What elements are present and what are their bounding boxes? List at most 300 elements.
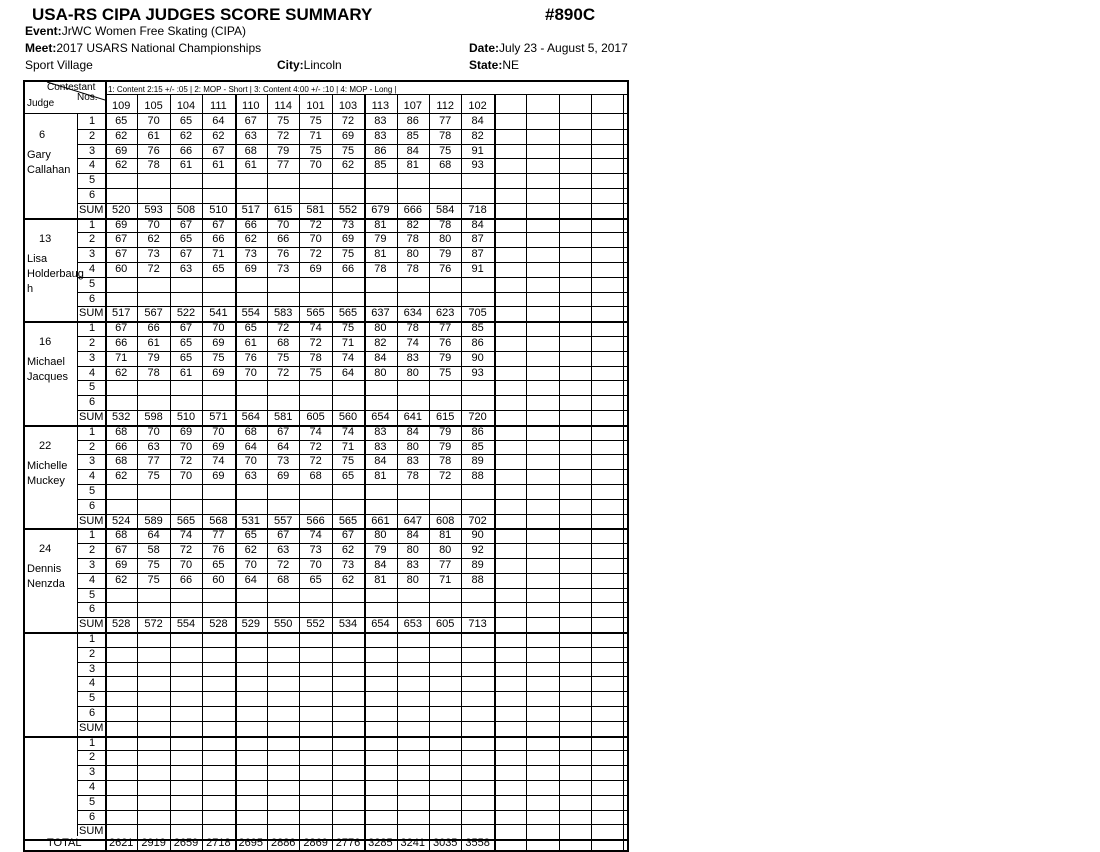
score-cell: 62 [341, 573, 355, 586]
score-cell: 77 [439, 559, 452, 571]
score-cell: 70 [244, 455, 257, 468]
sum-cell: 705 [468, 307, 487, 320]
score-cell: 64 [341, 366, 355, 379]
sum-cell: 581 [274, 411, 293, 423]
judge-number: 16 [39, 336, 52, 349]
row-number: 6 [89, 707, 96, 719]
row-number: 5 [89, 485, 96, 497]
score-cell: 64 [244, 440, 257, 453]
score-cell: 64 [244, 573, 257, 586]
row-line [77, 380, 627, 381]
sum-cell: 532 [112, 411, 131, 423]
score-cell: 84 [471, 115, 484, 127]
total-cell: 2621 [108, 837, 134, 849]
score-cell: 70 [309, 233, 322, 246]
score-cell: 78 [406, 322, 419, 335]
sum-cell: 510 [209, 203, 228, 216]
score-cell: 69 [115, 218, 128, 231]
row-line [77, 277, 627, 278]
legend-divider [105, 94, 627, 95]
sum-label: SUM [79, 721, 104, 734]
score-cell: 83 [406, 351, 419, 364]
judge-name-line: Callahan [27, 164, 71, 176]
row-number: 1 [89, 322, 96, 335]
row-line [77, 173, 627, 174]
sum-cell: 552 [338, 203, 358, 216]
score-cell: 67 [115, 233, 128, 246]
score-cell: 89 [471, 455, 484, 468]
score-cell: 62 [212, 129, 225, 142]
row-number: 4 [89, 470, 96, 483]
score-cell: 73 [277, 263, 290, 275]
score-cell: 62 [244, 233, 257, 246]
contestant-number: 103 [338, 100, 358, 112]
row-line [77, 588, 627, 589]
sum-cell: 623 [436, 307, 455, 320]
row-number: 3 [89, 248, 96, 261]
row-line [77, 292, 627, 293]
score-cell: 66 [212, 233, 225, 246]
sum-cell: 565 [176, 514, 196, 527]
score-cell: 77 [147, 455, 160, 468]
score-cell: 80 [439, 233, 452, 246]
score-cell: 79 [439, 248, 452, 261]
row-number: 6 [89, 292, 96, 305]
score-cell: 87 [471, 233, 484, 246]
score-cell: 74 [406, 337, 419, 349]
score-cell: 68 [244, 144, 257, 157]
total-cell: 3035 [432, 837, 458, 849]
contestant-number: 110 [242, 100, 260, 112]
row-number: 5 [89, 692, 96, 705]
score-cell: 67 [212, 218, 225, 231]
score-cell: 69 [277, 470, 290, 483]
row-number: 2 [89, 647, 96, 660]
row-line [77, 824, 627, 825]
score-cell: 58 [147, 544, 160, 557]
score-cell: 69 [179, 425, 193, 438]
score-cell: 81 [439, 529, 452, 542]
score-cell: 81 [374, 218, 387, 231]
row-number: 4 [89, 781, 96, 793]
score-cell: 85 [471, 440, 484, 453]
judge-name-line: Holderbaug [27, 267, 84, 280]
contestant-label: Contestant [47, 82, 96, 93]
score-cell: 72 [179, 455, 193, 468]
score-cell: 65 [212, 263, 225, 275]
sum-cell: 583 [274, 307, 293, 320]
judge-number: 13 [39, 232, 52, 245]
score-cell: 66 [115, 337, 128, 349]
sum-cell: 615 [274, 203, 293, 216]
score-cell: 70 [244, 366, 257, 379]
score-cell: 90 [471, 529, 484, 542]
sum-cell: 605 [306, 411, 325, 423]
score-cell: 65 [179, 233, 193, 246]
score-cell: 75 [341, 248, 355, 261]
score-cell: 65 [179, 337, 193, 349]
judge-column-divider [77, 114, 78, 836]
score-cell: 67 [212, 144, 225, 157]
score-cell: 70 [147, 425, 160, 438]
score-cell: 83 [406, 559, 419, 571]
score-cell: 76 [212, 544, 225, 557]
score-cell: 88 [471, 573, 484, 586]
score-cell: 68 [115, 425, 128, 438]
score-cell: 72 [309, 218, 322, 231]
row-number: 4 [89, 159, 96, 172]
sum-cell: 679 [371, 203, 390, 216]
row-number: 3 [89, 662, 96, 675]
score-cell: 80 [406, 366, 419, 379]
score-cell: 67 [341, 529, 355, 542]
score-cell: 72 [277, 322, 290, 335]
score-cell: 77 [439, 322, 452, 335]
score-cell: 82 [406, 218, 419, 231]
score-cell: 62 [147, 233, 160, 246]
row-number: 2 [89, 544, 96, 557]
score-cell: 63 [147, 440, 160, 453]
sum-cell: 522 [176, 307, 196, 320]
score-cell: 81 [374, 573, 387, 586]
sum-cell: 598 [144, 411, 163, 423]
score-cell: 69 [212, 440, 225, 453]
score-cell: 86 [471, 337, 484, 349]
row-number: 6 [89, 189, 96, 201]
sum-cell: 589 [144, 514, 163, 527]
score-cell: 78 [406, 233, 419, 246]
components-legend: 1: Content 2:15 +/- :05 | 2: MOP - Short | 3: Content 4:00 +/- :10 | 4: MOP - Long | [108, 85, 397, 94]
row-line [77, 676, 627, 677]
row-line [77, 810, 627, 811]
score-cell: 65 [179, 351, 193, 364]
score-cell: 83 [374, 129, 387, 142]
row-number: 4 [89, 677, 96, 690]
score-cell: 72 [309, 440, 322, 453]
score-cell: 62 [179, 129, 193, 142]
sum-cell: 528 [112, 618, 131, 631]
row-line [77, 395, 627, 396]
total-cell: 2919 [141, 837, 166, 849]
sum-cell: 647 [403, 514, 422, 527]
row-line [77, 602, 627, 603]
date-label: Date: [469, 41, 500, 55]
score-cell: 66 [244, 218, 257, 231]
score-cell: 75 [309, 144, 322, 157]
sum-cell: 641 [403, 411, 422, 423]
sum-cell: 552 [306, 618, 325, 631]
block-divider [25, 632, 627, 634]
score-cell: 71 [115, 351, 128, 364]
score-cell: 78 [374, 263, 387, 275]
score-cell: 75 [309, 366, 322, 379]
score-cell: 83 [374, 440, 387, 453]
sum-cell: 508 [176, 203, 196, 216]
sum-cell: 568 [209, 514, 228, 527]
score-cell: 73 [341, 218, 355, 231]
score-cell: 70 [277, 218, 290, 231]
score-cell: 75 [439, 366, 452, 379]
judge-name-line: Dennis [27, 563, 62, 576]
sum-cell: 541 [209, 307, 228, 320]
sum-cell: 560 [338, 411, 358, 423]
score-cell: 77 [439, 115, 452, 127]
score-cell: 72 [277, 129, 290, 142]
score-cell: 78 [439, 129, 452, 142]
score-cell: 75 [147, 470, 160, 483]
score-cell: 93 [471, 159, 484, 172]
score-cell: 62 [115, 470, 128, 483]
judge-label: Judge [27, 98, 55, 109]
event-value: JrWC Women Free Skating (CIPA) [61, 24, 246, 38]
row-number: 2 [89, 233, 96, 246]
score-cell: 65 [115, 115, 128, 127]
score-cell: 79 [277, 144, 290, 157]
row-line [77, 780, 627, 781]
row-number: 6 [89, 603, 96, 616]
score-cell: 75 [147, 559, 160, 571]
sum-cell: 584 [436, 203, 455, 216]
score-cell: 77 [212, 529, 225, 542]
score-cell: 91 [471, 263, 484, 275]
sum-cell: 605 [436, 618, 455, 631]
sum-cell: 554 [176, 618, 196, 631]
score-cell: 62 [115, 573, 128, 586]
sum-cell: 565 [306, 307, 325, 320]
row-number: 1 [89, 425, 96, 438]
score-cell: 86 [471, 425, 484, 438]
score-cell: 84 [374, 559, 387, 571]
row-number: 4 [89, 366, 96, 379]
total-cell: 3241 [400, 837, 426, 849]
score-cell: 69 [212, 470, 225, 483]
sum-cell: 567 [144, 307, 163, 320]
score-cell: 75 [147, 573, 160, 586]
score-cell: 84 [374, 455, 387, 468]
sum-cell: 565 [338, 514, 358, 527]
score-cell: 75 [341, 144, 355, 157]
score-cell: 80 [406, 248, 419, 261]
score-cell: 66 [277, 233, 290, 246]
score-cell: 65 [212, 559, 225, 571]
score-cell: 79 [374, 233, 387, 246]
score-cell: 78 [439, 218, 452, 231]
score-cell: 93 [471, 366, 484, 379]
row-line [77, 750, 627, 751]
score-cell: 74 [341, 425, 355, 438]
row-line [77, 691, 627, 692]
state-line [469, 58, 519, 72]
score-cell: 69 [212, 337, 225, 349]
score-cell: 85 [406, 129, 419, 142]
meet-value: 2017 USARS National Championships [56, 41, 262, 55]
judge-number: 6 [39, 129, 46, 141]
score-cell: 80 [374, 366, 387, 379]
score-cell: 72 [309, 455, 322, 468]
score-cell: 84 [406, 144, 419, 157]
page-title: USA-RS CIPA JUDGES SCORE SUMMARY [32, 5, 373, 24]
score-cell: 76 [244, 351, 257, 364]
score-cell: 69 [115, 144, 128, 157]
judge-name-line: Michael [27, 356, 65, 369]
row-number: 5 [89, 174, 96, 187]
sum-label: SUM [79, 307, 104, 320]
date-line [469, 41, 628, 55]
header-bottom-line [25, 113, 627, 114]
city-line [277, 58, 342, 72]
score-cell: 73 [277, 455, 290, 468]
sum-cell: 702 [468, 514, 487, 527]
score-cell: 82 [374, 337, 387, 349]
contestant-number: 114 [274, 100, 292, 112]
contestant-number: 102 [468, 100, 487, 112]
score-cell: 70 [212, 322, 225, 335]
score-cell: 75 [277, 115, 290, 127]
score-cell: 69 [212, 366, 225, 379]
sum-label: SUM [79, 618, 104, 631]
score-cell: 60 [115, 263, 128, 275]
sum-cell: 593 [144, 203, 163, 216]
score-cell: 62 [115, 129, 128, 142]
score-cell: 66 [341, 263, 355, 275]
score-cell: 67 [277, 529, 290, 542]
score-cell: 61 [244, 337, 257, 349]
score-cell: 69 [244, 263, 257, 275]
row-line [77, 647, 627, 648]
score-cell: 72 [147, 263, 160, 275]
score-cell: 67 [277, 425, 290, 438]
score-cell: 71 [309, 129, 322, 142]
score-cell: 73 [309, 544, 322, 557]
score-cell: 72 [179, 544, 193, 557]
score-cell: 66 [147, 322, 160, 335]
sum-cell: 557 [274, 514, 293, 527]
score-cell: 82 [471, 129, 484, 142]
score-cell: 81 [374, 470, 387, 483]
sum-cell: 634 [403, 307, 422, 320]
score-cell: 75 [439, 144, 452, 157]
sum-label: SUM [79, 825, 104, 838]
sum-cell: 524 [112, 514, 131, 527]
score-cell: 61 [147, 129, 160, 142]
sum-cell: 534 [338, 618, 358, 631]
score-cell: 78 [406, 263, 419, 275]
row-number: 3 [89, 351, 96, 364]
sum-cell: 653 [403, 618, 422, 631]
sum-cell: 528 [209, 618, 228, 631]
score-cell: 69 [341, 129, 355, 142]
row-line [77, 721, 627, 722]
score-cell: 72 [277, 366, 290, 379]
row-number: 1 [89, 529, 96, 542]
score-cell: 74 [179, 529, 193, 542]
event-line [25, 24, 246, 38]
contestant-number: 107 [403, 100, 422, 112]
row-line [77, 188, 627, 189]
score-cell: 90 [471, 351, 484, 364]
score-cell: 70 [147, 218, 160, 231]
score-cell: 68 [439, 159, 452, 172]
score-cell: 86 [374, 144, 387, 157]
score-cell: 70 [147, 115, 160, 127]
score-cell: 66 [179, 573, 193, 586]
sum-label: SUM [79, 203, 104, 216]
score-cell: 74 [309, 529, 322, 542]
sum-cell: 615 [436, 411, 455, 423]
score-cell: 67 [179, 218, 193, 231]
score-cell: 65 [309, 573, 322, 586]
total-cell: 2869 [303, 837, 328, 849]
score-cell: 74 [341, 351, 355, 364]
score-cell: 83 [374, 425, 387, 438]
score-cell: 72 [277, 559, 290, 571]
sum-cell: 531 [241, 514, 260, 527]
sum-cell: 554 [241, 307, 260, 320]
row-number: 1 [89, 218, 96, 231]
total-cell: 3558 [465, 837, 490, 849]
score-cell: 65 [244, 322, 257, 335]
score-cell: 79 [439, 351, 452, 364]
row-line [77, 765, 627, 766]
score-cell: 67 [244, 115, 257, 127]
summary-code: #890C [545, 5, 596, 24]
sum-cell: 713 [468, 618, 487, 631]
judge-name-line: Muckey [27, 474, 65, 487]
score-cell: 72 [439, 470, 452, 483]
row-number: 5 [89, 588, 96, 601]
row-line [77, 662, 627, 663]
judge-name-line: h [27, 282, 34, 295]
sum-cell: 565 [338, 307, 358, 320]
score-cell: 72 [309, 248, 322, 261]
score-cell: 63 [244, 470, 257, 483]
score-cell: 84 [374, 351, 387, 364]
judge-name-line: Gary [27, 149, 51, 161]
sum-cell: 571 [209, 411, 228, 423]
state-value: NE [502, 58, 520, 72]
score-cell: 81 [406, 159, 419, 172]
sum-cell: 720 [468, 411, 487, 423]
score-cell: 91 [471, 144, 484, 157]
score-cell: 70 [212, 425, 225, 438]
total-cell: 2718 [206, 837, 231, 849]
sum-cell: 517 [112, 307, 131, 320]
score-table [23, 80, 629, 852]
contestant-number: 111 [210, 100, 227, 112]
score-cell: 76 [439, 263, 452, 275]
score-cell: 70 [179, 470, 193, 483]
score-cell: 71 [439, 573, 452, 586]
score-cell: 70 [179, 440, 193, 453]
score-cell: 66 [115, 440, 128, 453]
score-cell: 63 [277, 544, 290, 557]
score-cell: 68 [244, 425, 257, 438]
total-cell: 2695 [238, 837, 264, 849]
score-cell: 79 [439, 440, 452, 453]
contestant-number: 113 [371, 100, 390, 112]
total-cell: 3285 [368, 837, 393, 849]
score-cell: 62 [341, 544, 355, 557]
score-cell: 80 [374, 322, 387, 335]
row-number: 4 [89, 573, 96, 586]
score-cell: 80 [374, 529, 387, 542]
score-cell: 92 [471, 544, 484, 557]
sum-cell: 520 [112, 203, 131, 216]
row-line [77, 484, 627, 485]
score-cell: 68 [115, 455, 128, 468]
sum-label: SUM [79, 514, 104, 527]
score-cell: 79 [439, 425, 452, 438]
